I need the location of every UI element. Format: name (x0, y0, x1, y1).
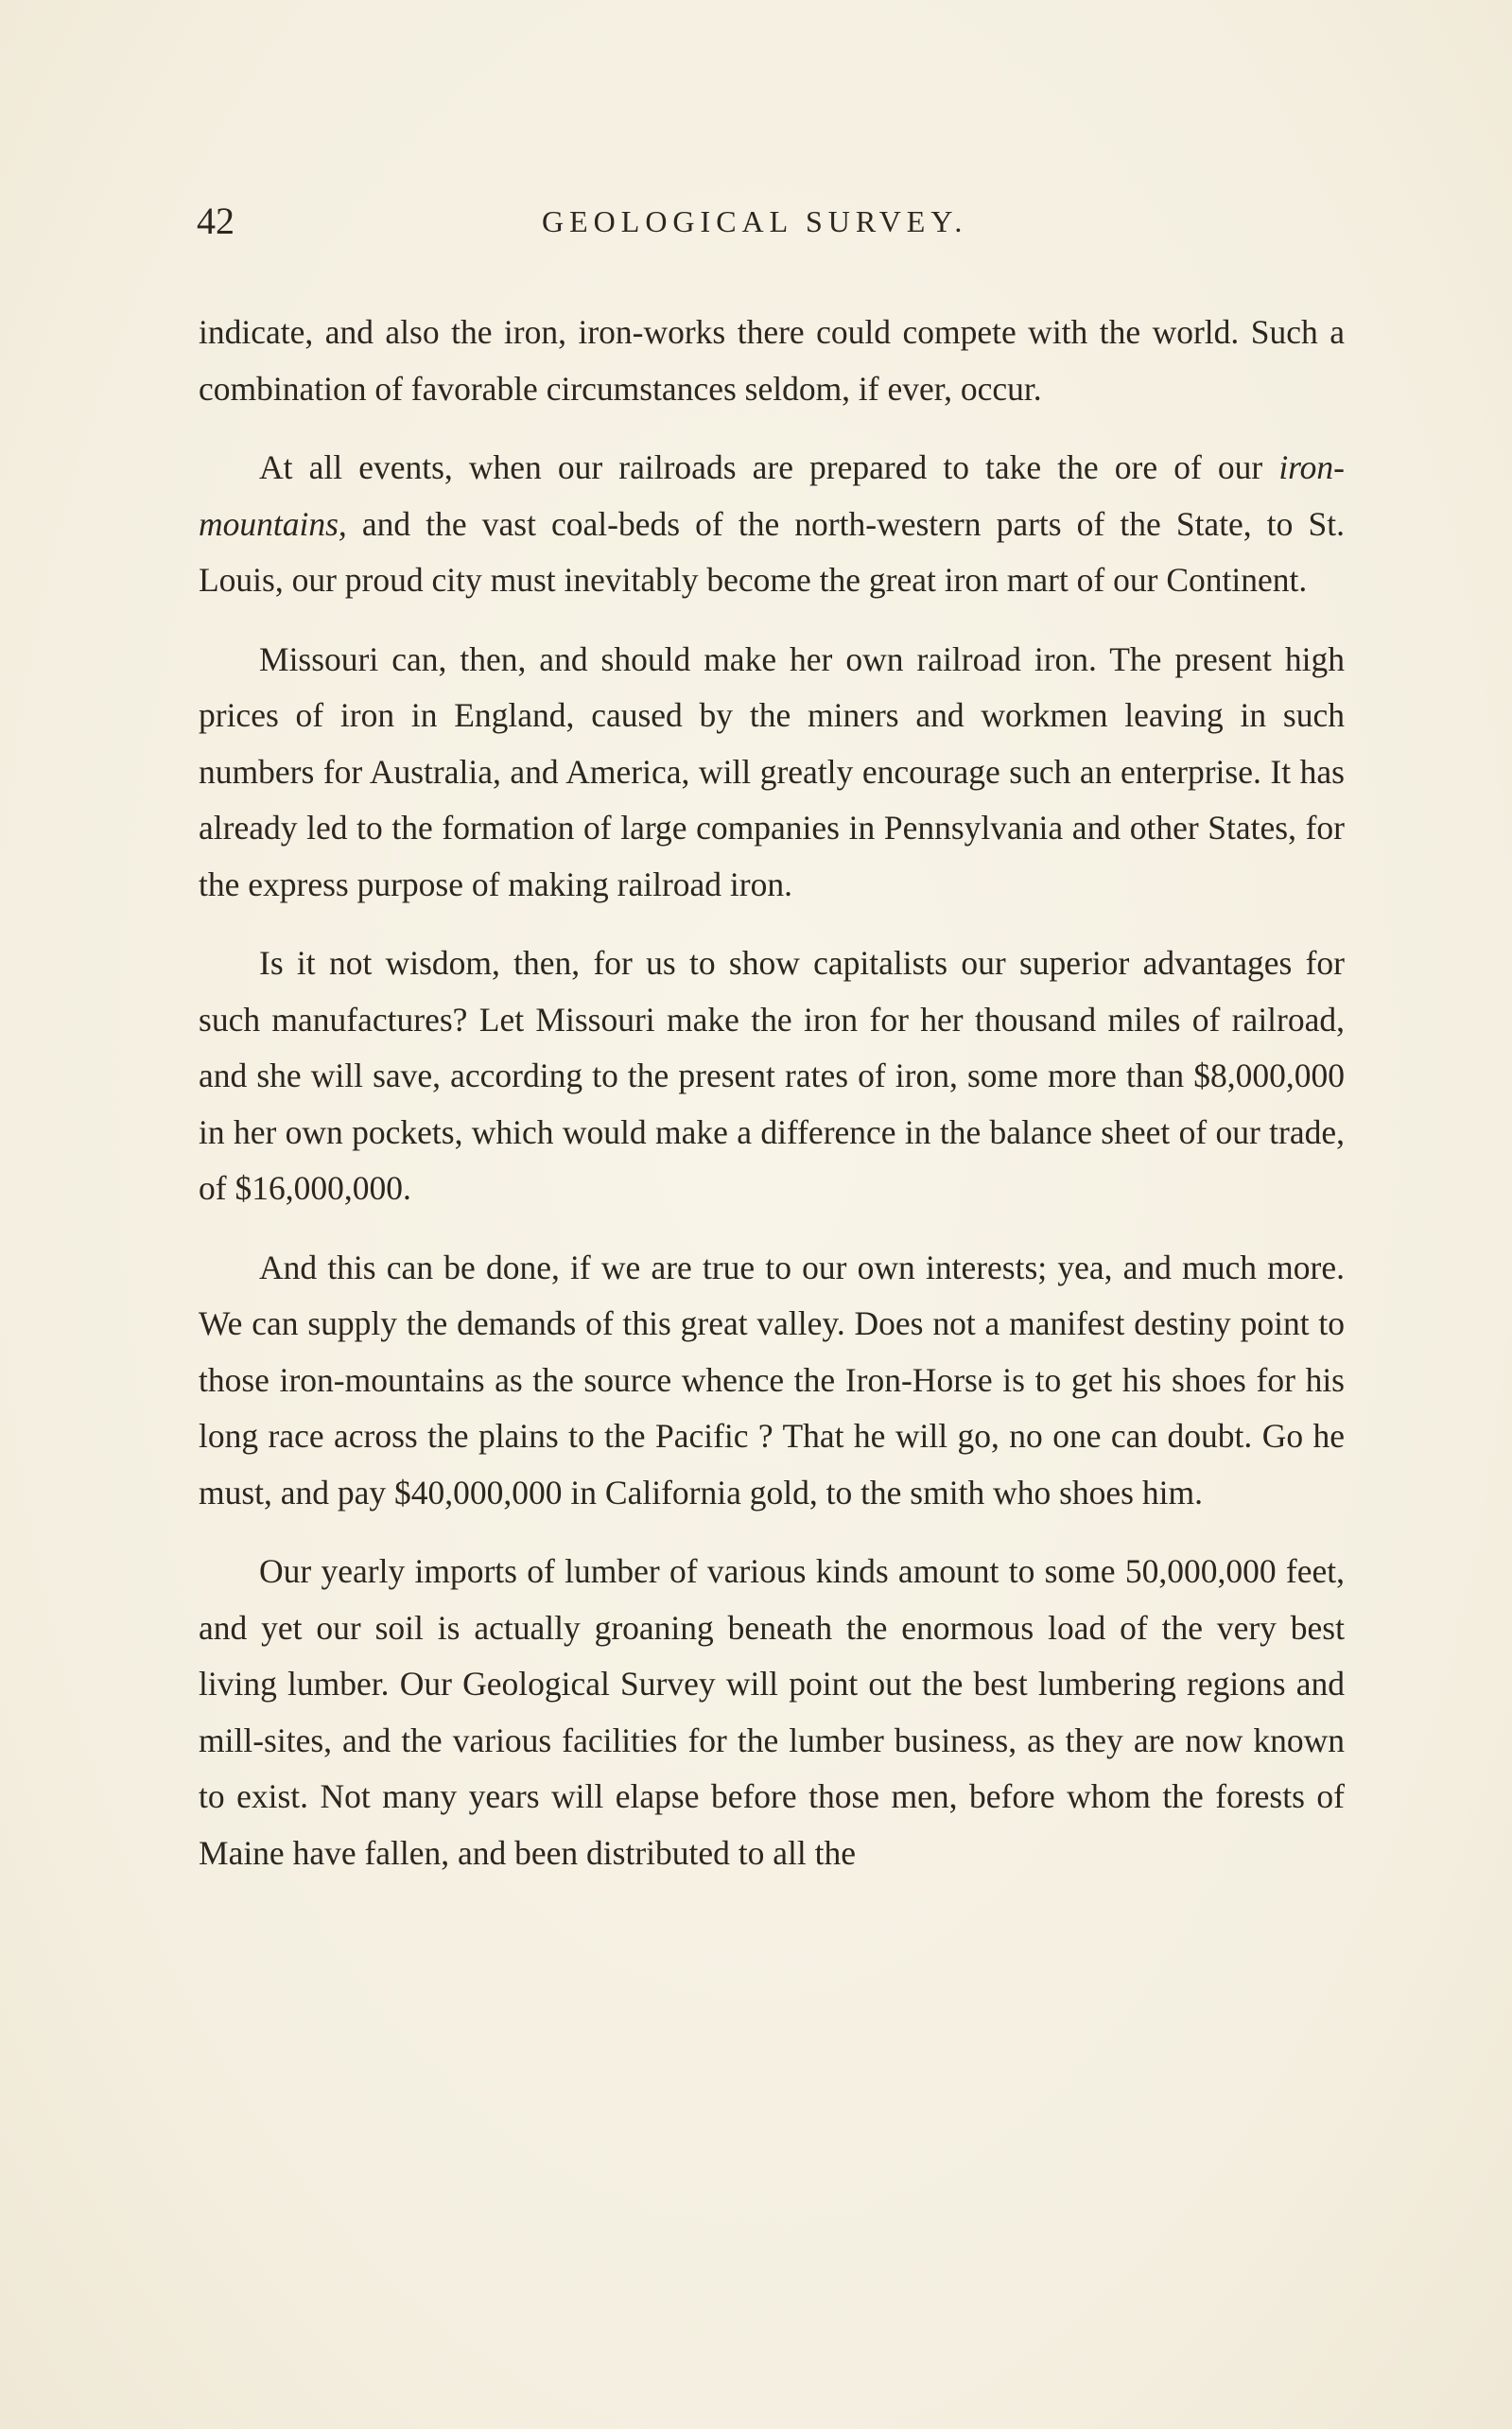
paragraph-iron-horse: And this can be done, if we are true to our own interests; yea, and much more. We can supply the demands of this great valley. Does not a manifest destiny point to those iron-mountains as the source whence the Iron-Horse is to get his shoes for his long race across the plains to the Pacific ? That he will go, no one can doubt. Go he must, and pay $40,000,000 in California gold, to the smith who shoes him. (199, 1248, 1345, 1512)
paragraph-text-after-italic: and the vast coal-beds of the north-western parts of the State, to St. Louis, our proud city must inevitably become the great iron mart of our Continent. (199, 504, 1345, 599)
paragraph-continuation: indicate, and also the iron, iron-works there could compete with the world. Such a combination of favorable circumstances seldom, if ever, occur. (199, 313, 1345, 408)
paragraph-lumber: Our yearly imports of lumber of various kinds amount to some 50,000,000 feet, and yet our soil is actually groaning beneath the enormous load of the very best living lumber. Our Geological Survey will point out the best lumbering regions and mill-sites, and the various facilities for the lumber business, as they are now known to exist. Not many years will elapse before those men, before whom the forests of Maine have fallen, and been distributed to all the (199, 1552, 1345, 1872)
paragraph-capitalists: Is it not wisdom, then, for us to show capitalists our superior advantages for such manufactures? Let Missouri make the iron for her thousand miles of railroad, and she will save, according to the present rates of iron, some more than $8,000,000 in her own pockets, which would make a difference in the balance sheet of our trade, of $16,000,000. (199, 944, 1345, 1207)
italic-phrase: iron-mountains, (199, 448, 1345, 543)
paragraph-text-before-italic: At all events, when our railroads are prepared to take the ore of our (259, 448, 1279, 486)
paragraph-railroads-ore (199, 440, 1345, 609)
page-header-title: GEOLOGICAL SURVEY. (542, 204, 968, 238)
paragraph-missouri-railroad-iron: Missouri can, then, and should make her own railroad iron. The present high prices of iron in England, caused by the miners and workmen leaving in such numbers for Australia, and America, will greatly encourage such an enterprise. It has already led to the formation of large companies in Pennsylvania and other States, for the express purpose of making railroad iron. (199, 639, 1345, 903)
body-text (199, 305, 1345, 1881)
running-head (197, 193, 1346, 250)
page-number: 42 (197, 200, 235, 242)
